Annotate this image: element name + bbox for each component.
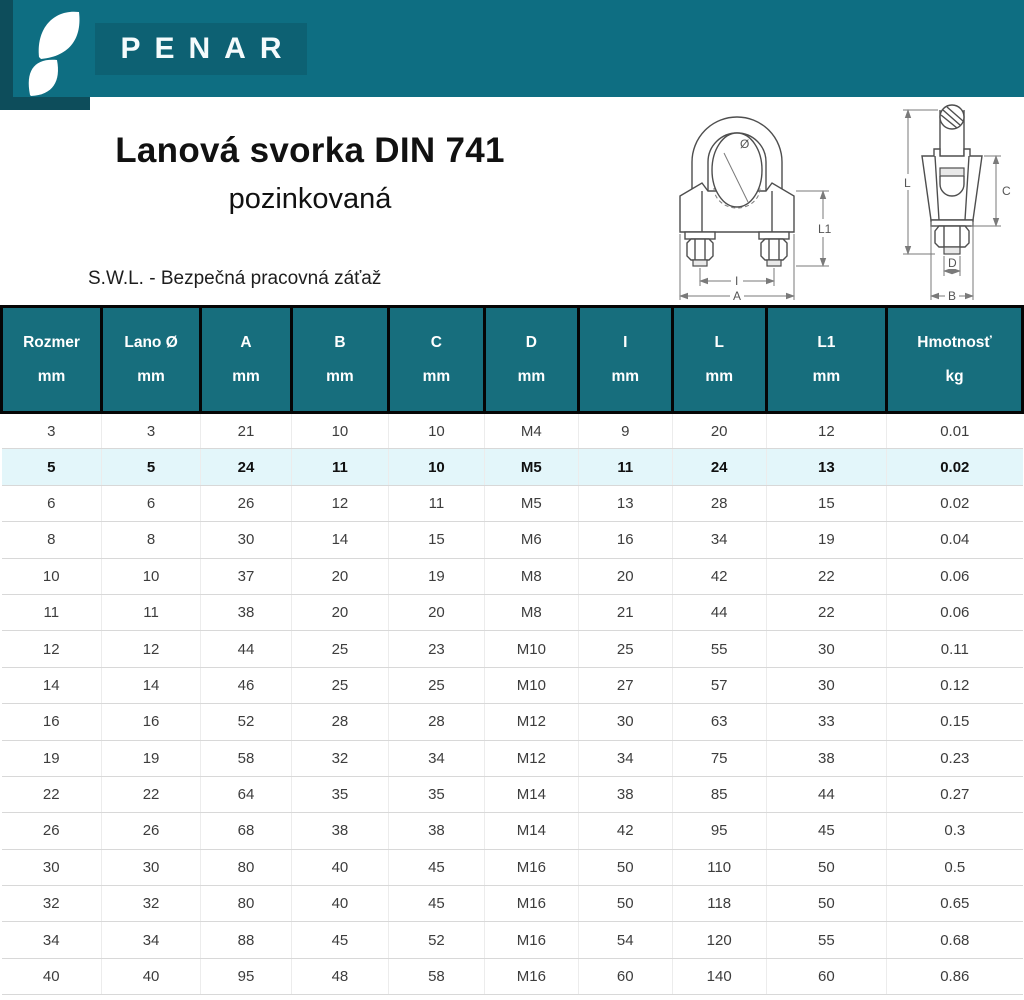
table-row: [2, 449, 1023, 485]
table-row: [2, 594, 1023, 630]
table-cell: 40: [291, 849, 388, 885]
table-cell: 50: [766, 886, 886, 922]
table-cell: M14: [484, 776, 578, 812]
table-cell: 48: [291, 958, 388, 994]
table-cell: 60: [766, 958, 886, 994]
table-cell: 0.3: [887, 813, 1023, 849]
table-cell: 6: [102, 485, 201, 521]
table-row: [2, 886, 1023, 922]
table-cell: 13: [766, 449, 886, 485]
column-header: B mm: [291, 307, 388, 413]
table-cell: 46: [201, 667, 292, 703]
table-row: [2, 558, 1023, 594]
table-cell: 28: [291, 704, 388, 740]
table-cell: 0.01: [887, 413, 1023, 449]
table-cell: 58: [201, 740, 292, 776]
dim-label-l1: L1: [818, 222, 832, 236]
table-cell: 22: [102, 776, 201, 812]
column-header: I mm: [578, 307, 672, 413]
table-cell: 60: [578, 958, 672, 994]
table-cell: 13: [578, 485, 672, 521]
table-cell: 19: [2, 740, 102, 776]
table-row: [2, 958, 1023, 994]
table-cell: 34: [388, 740, 484, 776]
table-cell: 12: [2, 631, 102, 667]
spec-table: [0, 305, 1024, 995]
table-cell: M10: [484, 667, 578, 703]
table-cell: 25: [291, 631, 388, 667]
dim-label-b: B: [948, 289, 957, 303]
dim-label-i: I: [735, 274, 739, 288]
table-row: [2, 740, 1023, 776]
table-cell: M16: [484, 849, 578, 885]
table-cell: 10: [388, 449, 484, 485]
page-title: Lanová svorka DIN 741: [115, 131, 505, 170]
table-cell: 20: [388, 594, 484, 630]
table-cell: 11: [388, 485, 484, 521]
table-cell: 33: [766, 704, 886, 740]
table-cell: 0.65: [887, 886, 1023, 922]
table-cell: 10: [2, 558, 102, 594]
table-row: [2, 485, 1023, 521]
table-cell: 27: [578, 667, 672, 703]
table-cell: 50: [766, 849, 886, 885]
table-cell: 22: [766, 558, 886, 594]
table-cell: 26: [201, 485, 292, 521]
table-cell: M14: [484, 813, 578, 849]
table-cell: 34: [578, 740, 672, 776]
table-cell: 50: [578, 886, 672, 922]
table-cell: 26: [102, 813, 201, 849]
table-cell: 11: [291, 449, 388, 485]
table-cell: 9: [578, 413, 672, 449]
table-cell: 0.15: [887, 704, 1023, 740]
table-row: [2, 776, 1023, 812]
table-cell: 0.11: [887, 631, 1023, 667]
table-cell: 12: [291, 485, 388, 521]
table-cell: 52: [388, 922, 484, 958]
table-cell: 11: [578, 449, 672, 485]
table-cell: 22: [2, 776, 102, 812]
table-cell: 21: [201, 413, 292, 449]
table-cell: 54: [578, 922, 672, 958]
table-cell: 15: [766, 485, 886, 521]
table-cell: 12: [766, 413, 886, 449]
table-cell: 19: [102, 740, 201, 776]
table-cell: 40: [102, 958, 201, 994]
table-cell: 42: [578, 813, 672, 849]
table-cell: 14: [2, 667, 102, 703]
table-cell: 30: [102, 849, 201, 885]
table-row: [2, 849, 1023, 885]
table-cell: 20: [672, 413, 766, 449]
table-cell: 16: [2, 704, 102, 740]
table-cell: 15: [388, 522, 484, 558]
table-cell: 10: [291, 413, 388, 449]
table-cell: 19: [766, 522, 886, 558]
table-cell: 5: [2, 449, 102, 485]
table-cell: 0.27: [887, 776, 1023, 812]
table-cell: 0.68: [887, 922, 1023, 958]
table-cell: 118: [672, 886, 766, 922]
dim-label-diameter: Ø: [740, 137, 750, 151]
technical-drawing: [652, 100, 1020, 305]
table-cell: 20: [291, 594, 388, 630]
table-cell: 34: [2, 922, 102, 958]
table-cell: 80: [201, 849, 292, 885]
table-cell: 30: [766, 631, 886, 667]
table-cell: 20: [578, 558, 672, 594]
table-cell: M4: [484, 413, 578, 449]
table-cell: 68: [201, 813, 292, 849]
column-header: Lano Ø mm: [102, 307, 201, 413]
table-cell: M16: [484, 958, 578, 994]
table-cell: 16: [102, 704, 201, 740]
table-cell: 0.86: [887, 958, 1023, 994]
table-cell: 23: [388, 631, 484, 667]
column-header: L mm: [672, 307, 766, 413]
table-cell: M8: [484, 558, 578, 594]
table-cell: M16: [484, 922, 578, 958]
table-cell: 34: [102, 922, 201, 958]
table-cell: 35: [388, 776, 484, 812]
table-cell: 40: [2, 958, 102, 994]
table-cell: 0.04: [887, 522, 1023, 558]
table-cell: 0.12: [887, 667, 1023, 703]
table-cell: 32: [291, 740, 388, 776]
table-cell: 28: [388, 704, 484, 740]
table-cell: M10: [484, 631, 578, 667]
table-cell: 25: [291, 667, 388, 703]
dim-label-l: L: [904, 176, 911, 190]
table-cell: 30: [201, 522, 292, 558]
table-cell: 95: [672, 813, 766, 849]
table-cell: 10: [388, 413, 484, 449]
column-header: A mm: [201, 307, 292, 413]
table-cell: 45: [291, 922, 388, 958]
table-cell: 25: [578, 631, 672, 667]
table-cell: 120: [672, 922, 766, 958]
table-cell: M5: [484, 449, 578, 485]
column-header: L1 mm: [766, 307, 886, 413]
table-cell: 55: [672, 631, 766, 667]
table-cell: 38: [578, 776, 672, 812]
table-cell: 0.02: [887, 449, 1023, 485]
table-cell: 32: [2, 886, 102, 922]
column-header: C mm: [388, 307, 484, 413]
table-cell: 10: [102, 558, 201, 594]
table-cell: 38: [201, 594, 292, 630]
table-cell: 63: [672, 704, 766, 740]
table-cell: 20: [291, 558, 388, 594]
table-cell: 0.23: [887, 740, 1023, 776]
table-cell: 55: [766, 922, 886, 958]
table-cell: 30: [2, 849, 102, 885]
table-cell: 3: [102, 413, 201, 449]
table-row: [2, 522, 1023, 558]
table-header-row: [2, 307, 1023, 413]
table-cell: 42: [672, 558, 766, 594]
table-cell: 75: [672, 740, 766, 776]
table-cell: 80: [201, 886, 292, 922]
table-cell: 38: [766, 740, 886, 776]
table-cell: 11: [102, 594, 201, 630]
table-cell: 0.06: [887, 558, 1023, 594]
table-cell: 21: [578, 594, 672, 630]
table-cell: 24: [672, 449, 766, 485]
table-cell: 32: [102, 886, 201, 922]
table-cell: 8: [102, 522, 201, 558]
dim-label-c: C: [1002, 184, 1011, 198]
table-cell: 5: [102, 449, 201, 485]
table-row: [2, 704, 1023, 740]
table-cell: 88: [201, 922, 292, 958]
table-cell: 14: [102, 667, 201, 703]
front-view: [680, 117, 832, 303]
table-cell: 34: [672, 522, 766, 558]
table-cell: 19: [388, 558, 484, 594]
table-cell: 44: [201, 631, 292, 667]
table-cell: 40: [291, 886, 388, 922]
table-cell: M6: [484, 522, 578, 558]
table-cell: 6: [2, 485, 102, 521]
table-cell: M12: [484, 704, 578, 740]
table-cell: 110: [672, 849, 766, 885]
table-cell: 25: [388, 667, 484, 703]
table-cell: 0.02: [887, 485, 1023, 521]
table-cell: 30: [766, 667, 886, 703]
table-cell: 0.06: [887, 594, 1023, 630]
side-view: [901, 105, 1011, 303]
table-cell: M16: [484, 886, 578, 922]
table-cell: 16: [578, 522, 672, 558]
table-cell: 64: [201, 776, 292, 812]
table-cell: 22: [766, 594, 886, 630]
table-cell: 26: [2, 813, 102, 849]
table-cell: 44: [672, 594, 766, 630]
table-row: [2, 667, 1023, 703]
table-cell: 28: [672, 485, 766, 521]
table-cell: M8: [484, 594, 578, 630]
table-cell: 24: [201, 449, 292, 485]
table-cell: 3: [2, 413, 102, 449]
table-cell: 38: [291, 813, 388, 849]
swl-note: S.W.L. - Bezpečná pracovná záťaž: [88, 268, 382, 289]
table-cell: 38: [388, 813, 484, 849]
column-header: Hmotnosť kg: [887, 307, 1023, 413]
table-row: [2, 813, 1023, 849]
table-cell: 85: [672, 776, 766, 812]
table-cell: 30: [578, 704, 672, 740]
table-cell: M5: [484, 485, 578, 521]
table-row: [2, 631, 1023, 667]
penar-leaf-logo-icon: [20, 6, 82, 98]
table-row: [2, 413, 1023, 449]
table-cell: 58: [388, 958, 484, 994]
page-subtitle: pozinkovaná: [228, 182, 392, 215]
table-cell: 140: [672, 958, 766, 994]
table-cell: 45: [388, 886, 484, 922]
table-cell: 44: [766, 776, 886, 812]
table-cell: 50: [578, 849, 672, 885]
column-header: Rozmer mm: [2, 307, 102, 413]
column-header: D mm: [484, 307, 578, 413]
table-cell: 52: [201, 704, 292, 740]
table-cell: M12: [484, 740, 578, 776]
penar-wordmark: PENAR: [95, 23, 307, 75]
table-cell: 11: [2, 594, 102, 630]
table-cell: 0.5: [887, 849, 1023, 885]
table-cell: 12: [102, 631, 201, 667]
table-cell: 37: [201, 558, 292, 594]
table-cell: 57: [672, 667, 766, 703]
spec-table-wrap: [0, 305, 1024, 995]
dim-label-a: A: [733, 289, 742, 303]
table-cell: 45: [388, 849, 484, 885]
table-row: [2, 922, 1023, 958]
table-cell: 14: [291, 522, 388, 558]
table-cell: 35: [291, 776, 388, 812]
table-cell: 95: [201, 958, 292, 994]
dim-label-d: D: [948, 256, 957, 270]
table-cell: 8: [2, 522, 102, 558]
table-cell: 45: [766, 813, 886, 849]
